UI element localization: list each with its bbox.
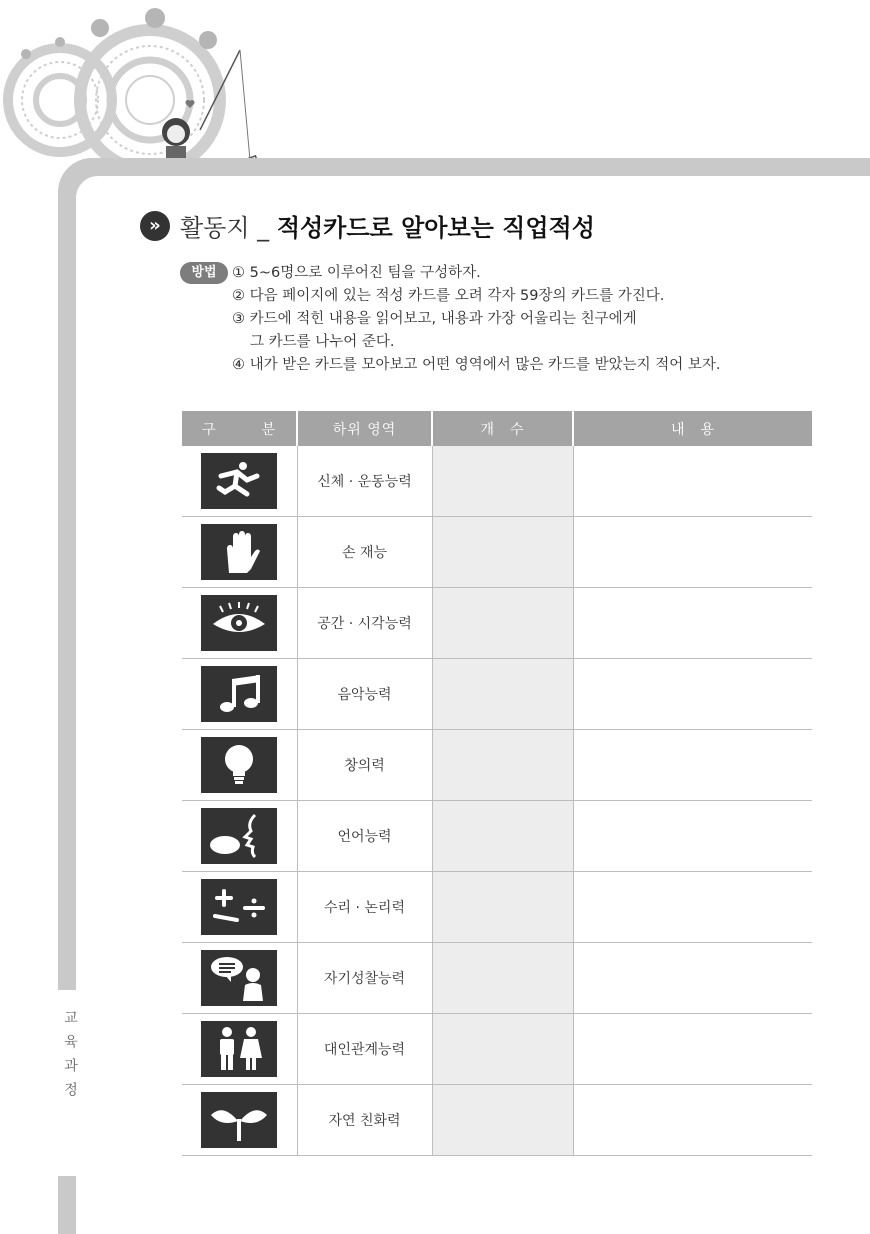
- eye-icon: [201, 595, 277, 651]
- method-line: ④ 내가 받은 카드를 모아보고 어떤 영역에서 많은 카드를 받았는지 적어 보자.: [232, 357, 721, 373]
- people-icon: [201, 1021, 277, 1077]
- sprout-icon: [201, 1092, 277, 1148]
- sub-area-label: 언어능력: [297, 801, 432, 872]
- sub-area-label: 자연 친화력: [297, 1085, 432, 1156]
- count-cell[interactable]: [432, 446, 573, 517]
- content-cell[interactable]: [573, 517, 812, 588]
- content-cell[interactable]: [573, 446, 812, 517]
- count-cell[interactable]: [432, 1085, 573, 1156]
- thinking-person-icon: [201, 950, 277, 1006]
- content-cell[interactable]: [573, 659, 812, 730]
- sub-area-label: 신체 · 운동능력: [297, 446, 432, 517]
- speaking-face-icon: [201, 808, 277, 864]
- side-label: 교육과정: [62, 1010, 78, 1106]
- table-row: [182, 730, 812, 801]
- sub-area-label: 음악능력: [297, 659, 432, 730]
- sub-area-label: 수리 · 논리력: [297, 872, 432, 943]
- count-cell[interactable]: [432, 801, 573, 872]
- header-count: 개 수: [432, 411, 573, 446]
- table-row: [182, 872, 812, 943]
- sub-area-label: 손 재능: [297, 517, 432, 588]
- sub-area-label: 대인관계능력: [297, 1014, 432, 1085]
- count-cell[interactable]: [432, 730, 573, 801]
- table-row: [182, 1014, 812, 1085]
- content-cell[interactable]: [573, 801, 812, 872]
- count-cell[interactable]: [432, 517, 573, 588]
- header-category: 구 분: [182, 411, 297, 446]
- count-cell[interactable]: [432, 1014, 573, 1085]
- content-cell[interactable]: [573, 1014, 812, 1085]
- table-row: [182, 1085, 812, 1156]
- table-row: [182, 801, 812, 872]
- method-line: ② 다음 페이지에 있는 적성 카드를 오려 각자 59장의 카드를 가진다.: [232, 288, 665, 304]
- table-row: [182, 943, 812, 1014]
- page-frame-left: [58, 190, 76, 990]
- light-bulb-icon: [201, 737, 277, 793]
- content-cell[interactable]: [573, 943, 812, 1014]
- hand-icon: [201, 524, 277, 580]
- count-cell[interactable]: [432, 872, 573, 943]
- method-lines: [232, 262, 792, 377]
- math-symbols-icon: [201, 879, 277, 935]
- table-row: [182, 659, 812, 730]
- sub-area-label: 공간 · 시각능력: [297, 588, 432, 659]
- content-cell[interactable]: [573, 872, 812, 943]
- music-note-icon: [201, 666, 277, 722]
- double-chevron-icon: »: [140, 211, 170, 241]
- table-header-row: [182, 411, 812, 446]
- table-row: [182, 517, 812, 588]
- sub-area-label: 창의력: [297, 730, 432, 801]
- header-content: 내 용: [573, 411, 812, 446]
- title-main: 적성카드로 알아보는 직업적성: [276, 214, 595, 242]
- page-frame-top: [58, 158, 870, 198]
- method-line: 그 카드를 나누어 준다.: [250, 334, 395, 350]
- method-line: ① 5~6명으로 이루어진 팀을 구성하자.: [232, 265, 481, 281]
- count-cell[interactable]: [432, 659, 573, 730]
- content-cell[interactable]: [573, 730, 812, 801]
- content-cell[interactable]: [573, 588, 812, 659]
- method-badge: 방법: [180, 262, 228, 284]
- page-title: [140, 208, 595, 243]
- table-row: [182, 446, 812, 517]
- title-prefix: 활동지 _: [180, 214, 277, 242]
- page-frame-left-lower: [58, 1176, 76, 1234]
- table-row: [182, 588, 812, 659]
- aptitude-table: [182, 411, 812, 1156]
- content-cell[interactable]: [573, 1085, 812, 1156]
- count-cell[interactable]: [432, 588, 573, 659]
- sub-area-label: 자기성찰능력: [297, 943, 432, 1014]
- running-person-icon: [201, 453, 277, 509]
- count-cell[interactable]: [432, 943, 573, 1014]
- header-sub-area: 하위 영역: [297, 411, 432, 446]
- method-line: ③ 카드에 적힌 내용을 읽어보고, 내용과 가장 어울리는 친구에게: [232, 311, 637, 327]
